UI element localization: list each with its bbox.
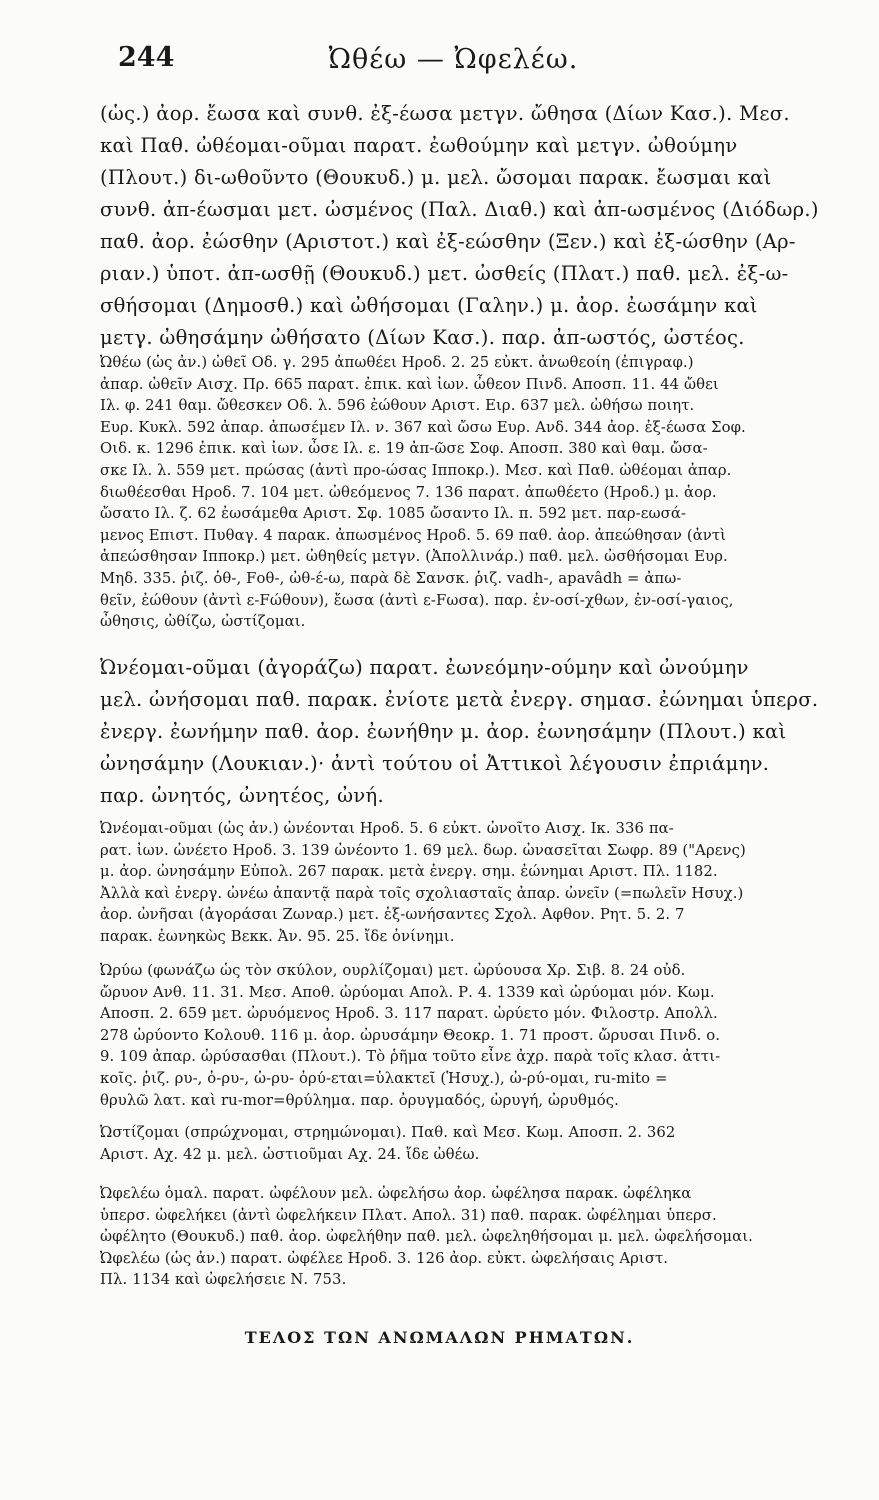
note-line: Αποσπ. 2. 659 μετ. ὠρυόμενος Ηροδ. 3. 117 παρατ. ὠρύετο μόν. Φιλοστρ. Απολλ. [100,1005,718,1023]
note-line: Ὠφελέω (ὡς ἀν.) παρατ. ὠφέλεε Ηροδ. 3. 126 ἀορ. εὐκτ. ὠφελήσαις Αριστ. [100,1249,669,1267]
note-line: Πλ. 1134 καὶ ὠφελήσειε Ν. 753. [100,1271,347,1289]
note-line: ὤσατο Ιλ. ζ. 62 ἐωσάμεθα Αριστ. Σφ. 1085 ὤσαντο Ιλ. π. 592 μετ. παρ-εωσά- [100,505,687,523]
page-header [118,42,789,92]
text-line: καὶ Παθ. ὠθέομαι-οῦμαι παρατ. ἐωθούμην καὶ μετγν. ὠθούμην [100,134,738,157]
text-line: σθήσομαι (Δημοσθ.) καὶ ὠθήσομαι (Γαλην.) μ. ἀορ. ἐωσάμην καὶ [100,294,758,317]
note-line: ὑπερσ. ὠφελήκει (ἀντὶ ὠφελήκειν Πλατ. Απολ. 31) παθ. παρακ. ὠφέλημαι ὑπερσ. [100,1206,717,1224]
note-line: διωθέεσθαι Ηροδ. 7. 104 μετ. ὠθεόμενος 7. 136 παρατ. ἀπωθέετο (Ηροδ.) μ. ἀορ. [100,483,717,501]
note-line: παρακ. ἐωνηκὼς Βεκκ. Ἀν. 95. 25. ἴδε ὀνίνημι. [100,927,455,945]
entry-othéo-main [100,98,822,354]
closing-title: ΤΕΛΟΣ ΤΩΝ ΑΝΩΜΑΛΩΝ ΡΗΜΑΤΩΝ. [244,1328,635,1347]
note-line: Ὠρύω (φωνάζω ὡς τὸν σκύλον, ουρλίζομαι) μετ. ὠρύουσα Χρ. Σιβ. 8. 24 οὐδ. [100,962,686,979]
note-line: Ευρ. Κυκλ. 592 ἀπαρ. ἀπωσέμεν Ιλ. ν. 367 καὶ ὤσω Ευρ. Ανδ. 344 ἀορ. ἐξ-έωσα Σοφ. [100,418,746,436]
text-line: ριαν.) ὑποτ. ἀπ-ωσθῇ (Θουκυδ.) μετ. ὠσθείς (Πλατ.) παθ. μελ. ἐξ-ω- [100,262,789,285]
note-line: 278 ὠρύοντο Κολουθ. 116 μ. ἀορ. ὠρυσάμην Θεοκρ. 1. 71 προστ. ὤρυσαι Πινδ. ο. [100,1026,721,1044]
text-line: ὠνησάμην (Λουκιαν.)· ἀντὶ τούτου οἱ Ἀττικοὶ λέγουσιν ἐπριάμην. [100,752,770,775]
note-line: ἀπεώσθησαν Ιπποκρ.) μετ. ὠθηθείς μετγν. (Ἀπολλινάρ.) παθ. μελ. ὠσθήσομαι Ευρ. [100,548,728,566]
note-line: Ὠστίζομαι (σπρώχνομαι, στρημώνομαι). Παθ. καὶ Μεσ. Κωμ. Αποσπ. 2. 362 [100,1124,676,1141]
note-line: θρυλῶ λατ. καὶ ru-mor=θρύλημα. παρ. ὀρυγμαδός, ὠρυγή, ὠρυθμός. [100,1091,619,1109]
note-line: Ἀλλὰ καὶ ἐνεργ. ὠνέω ἀπαντᾷ παρὰ τοῖς σχολιασταῖς ἀπαρ. ὠνεῖν (=πωλεῖν Ησυχ.) [100,884,744,902]
note-line: σκε Ιλ. λ. 559 μετ. πρώσας (ἀντὶ προ-ώσας Ιπποκρ.). Μεσ. καὶ Παθ. ὠθέομαι ἀπαρ. [100,461,732,479]
note-line: ἀπαρ. ὠθεῖν Αισχ. Πρ. 665 παρατ. ἐπικ. καὶ ἰων. ὦθεον Πινδ. Αποσπ. 11. 44 ὤθει [100,375,719,393]
text-line: παρ. ὠνητός, ὠνητέος, ὠνή. [100,784,384,807]
entry-onéomai-main [100,652,822,812]
note-line: Ὠνέομαι-οῦμαι (ὡς ἀν.) ὠνέονται Ηροδ. 5. 6 εὐκτ. ὠνοῖτο Αισχ. Ικ. 336 πα- [100,820,674,837]
text-line: (ὡς.) ἀορ. ἔωσα καὶ συνθ. ἐξ-έωσα μετγν. ὤθησα (Δίων Κασ.). Μεσ. [100,102,790,125]
text-line: ἐνεργ. ἐωνήμην παθ. ἀορ. ἐωνήθην μ. ἀορ. ἐωνησάμην (Πλουτ.) καὶ [100,720,787,743]
text-line: συνθ. ἀπ-έωσμαι μετ. ὠσμένος (Παλ. Διαθ.) καὶ ἀπ-ωσμένος (Διόδωρ.) [100,198,819,221]
note-line: ἀορ. ὠνῆσαι (ἀγοράσαι Ζωναρ.) μετ. ἐξ-ωνήσαντες Σχολ. Αφθον. Ρητ. 5. 2. 7 [100,906,685,924]
note-line: ὤρυον Ανθ. 11. 31. Μεσ. Αποθ. ὠρύομαι Απολ. Ρ. 4. 1339 καὶ ὠρύομαι μόν. Κωμ. [100,983,715,1001]
page-number: 244 [118,42,175,73]
entry-orýo-notes [100,960,822,1111]
entry-ostízomai-notes [100,1122,822,1165]
note-line: Αριστ. Αχ. 42 μ. μελ. ὠστιοῦμαι Αχ. 24. ἴδε ὠθέω. [100,1145,480,1163]
note-line: Ιλ. φ. 241 θαμ. ὤθεσκεν Οδ. λ. 596 ἐώθουν Αριστ. Ειρ. 637 μελ. ὠθήσω ποιητ. [100,397,695,415]
running-title: Ὠθέω — Ὠφελέω. [328,44,579,75]
note-line: μενος Επιστ. Πυθαγ. 4 παρακ. ἀπωσμένος Ηροδ. 5. 69 παθ. ἀορ. ἀπεώθησαν (ἀντὶ [100,526,727,544]
note-line: Μηδ. 335. ῥιζ. ὀθ-, Fοθ-, ὠθ-έ-ω, παρὰ δὲ Σανσκ. ῥιζ. vadh-, apavâdh = ἀπω- [100,569,682,587]
text-line: (Πλουτ.) δι-ωθοῦντο (Θουκυδ.) μ. μελ. ὤσομαι παρακ. ἔωσμαι καὶ [100,166,772,189]
note-line: Ὠθέω (ὡς ἀν.) ὠθεῖ Οδ. γ. 295 ἀπωθέει Ηροδ. 2. 25 εὐκτ. ἀνωθεοίη (ἐπιγραφ.) [100,354,694,371]
note-line: ρατ. ἰων. ὠνέετο Ηροδ. 3. 139 ὠνέοντο 1. 69 μελ. δωρ. ὠνασεῖται Σωφρ. 89 ("Αρενς) [100,841,746,859]
note-line: κοῖς. ῥιζ. ρυ-, ὀ-ρυ-, ὠ-ρυ- ὀρύ-εται=ὑλακτεῖ (Ἡσυχ.), ὠ-ρύ-ομαι, ru-mito = [100,1069,668,1087]
entry-othéo-notes [100,352,822,633]
entry-onéomai-notes [100,818,822,948]
note-line: Οιδ. κ. 1296 ἐπικ. καὶ ἰων. ὦσε Ιλ. ε. 19 ἀπ-ῶσε Σοφ. Αποσπ. 380 καὶ θαμ. ὤσα- [100,440,708,458]
text-line: παθ. ἀορ. ἐώσθην (Αριστοτ.) καὶ ἐξ-εώσθην (Ξεν.) καὶ ἐξ-ώσθην (Αρ- [100,230,796,253]
entry-ofeléo-notes [100,1183,822,1291]
note-line: μ. ἀορ. ὠνησάμην Εὐπολ. 267 παρακ. μετὰ ἐνεργ. σημ. ἐώνημαι Αριστ. Πλ. 1182. [100,863,718,881]
text-line: μετγ. ὠθησάμην ὠθήσατο (Δίων Κασ.). παρ. ἀπ-ωστός, ὠστέος. [100,326,745,349]
note-line: ὦθησις, ὠθίζω, ὠστίζομαι. [100,613,306,631]
text-line: Ὠνέομαι-οῦμαι (ἀγοράζω) παρατ. ἐωνεόμην-ούμην καὶ ὠνούμην [100,656,749,679]
note-line: Ὠφελέω ὁμαλ. παρατ. ὠφέλουν μελ. ὠφελήσω ἀορ. ὠφέλησα παρακ. ὠφέληκα [100,1185,692,1202]
note-line: θεῖν, ἐώθουν (ἀντὶ ε-Fώθουν), ἔωσα (ἀντὶ ε-Fωσα). παρ. ἐν-οσί-χθων, ἐν-οσί-γαιος, [100,591,734,609]
text-line: μελ. ὠνήσομαι παθ. παρακ. ἐνίοτε μετὰ ἐνεργ. σημασ. ἐώνημαι ὑπερσ. [100,688,819,711]
note-line: ὠφέλητο (Θουκυδ.) παθ. ἀορ. ὠφελήθην παθ. μελ. ὠφεληθήσομαι μ. μελ. ὠφελήσομαι. [100,1228,753,1246]
note-line: 9. 109 ἀπαρ. ὠρύσασθαι (Πλουτ.). Τὸ ῥῆμα τοῦτο εἶνε ἀχρ. παρὰ τοῖς κλασ. ἀττι- [100,1048,721,1066]
